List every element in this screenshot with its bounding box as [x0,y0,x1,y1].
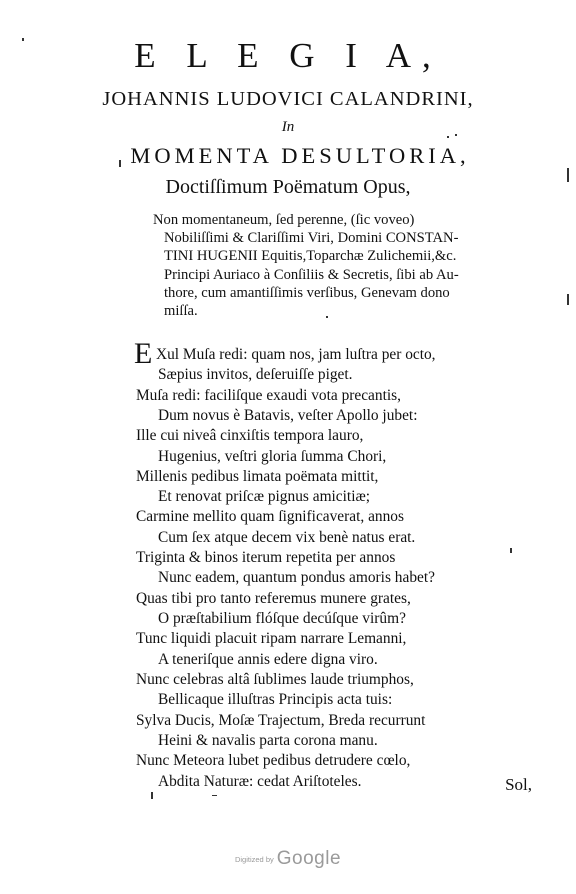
poem-line: Sæpius invitos, deſeruiſſe piget. [158,366,353,383]
poem-line: Et renovat priſcæ pignus amicitiæ; [158,488,371,505]
scan-speck [510,548,512,553]
watermark-prefix: Digitized by [234,854,274,864]
poem-line: Millenis pedibus limata poëmata mittit, [136,468,379,485]
poem-line: Dum novus è Batavis, veſter Apollo jubet: [158,407,418,424]
opus-line: Doctiſſimum Poëmatum Opus, [165,176,411,198]
drop-initial: E [134,337,153,370]
poem-line: Triginta & binos iterum repetita per annos [136,549,396,566]
page-title: E L E G I A, [134,36,442,75]
google-logo: Google [276,848,342,869]
google-watermark [0,848,576,870]
poem-line: Nunc eadem, quantum pondus amoris habet? [158,569,435,586]
poem-line: Heini & navalis parta corona manu. [158,732,378,749]
scan-speck [151,792,153,799]
dedication-line: TINI HUGENII Equitis,Toparchæ Zulichemii,&c. [164,248,457,264]
scan-speck [567,294,569,305]
dedication-line: Non momentaneum, ſed perenne, (ſic voveo) [153,212,415,228]
dedication-line: Nobiliſſimi & Clariſſimi Viri, Domini CONSTAN- [164,230,459,246]
scan-speck [447,136,449,138]
scan-speck [212,795,217,796]
poem-line: Sylva Ducis, Moſæ Trajectum, Breda recurrunt [136,712,426,729]
scan-speck [22,38,24,41]
scan-speck [567,168,569,182]
subject-line: MOMENTA DESULTORIA, [130,143,470,168]
poem-line: Nunc celebras altâ ſublimes laude triumphos, [136,671,414,688]
poem-line: Tunc liquidi placuit ripam narrare Lemanni, [136,630,407,647]
poem-line: O præſtabilium flóſque decúſque virûm? [158,610,406,627]
poem-line: Cum ſex atque decem vix benè natus erat. [158,529,416,546]
poem-line: Muſa redi: faciliſque exaudi vota precantis, [136,387,401,404]
poem-line: Xul Muſa redi: quam nos, jam luſtra per octo, [156,346,436,363]
catchword: Sol, [505,775,532,794]
poem-line: Hugenius, veſtri gloria ſumma Chori, [158,448,387,465]
dedication-line: thore, cum amantiſſimis verſibus, Genevam dono [164,285,450,301]
poem-line: Quas tibi pro tanto referemus munere grates, [136,590,411,607]
poem-line: Abdita Naturæ: cedat Ariſtoteles. [158,773,362,790]
author-line: JOHANNIS LUDOVICI CALANDRINI, [102,88,474,110]
poem-line: Ille cui niveâ cinxiſtis tempora lauro, [136,427,364,444]
scan-speck [326,316,328,318]
scan-speck [119,160,121,167]
dedication-line: miſſa. [164,303,198,319]
poem-line: Nunc Meteora lubet pedibus detrudere cœlo, [136,752,411,769]
poem-line: A teneriſque annis edere digna viro. [158,651,378,668]
dedication-line: Principi Auriaco à Conſiliis & Secretis, ſibi ab Au- [164,267,459,283]
in-line: In [281,119,295,135]
scan-speck [455,134,457,136]
poem-line: Bellicaque illuſtras Principis acta tuis: [158,691,393,708]
poem-line: Carmine mellito quam ſignificaverat, annos [136,508,404,525]
